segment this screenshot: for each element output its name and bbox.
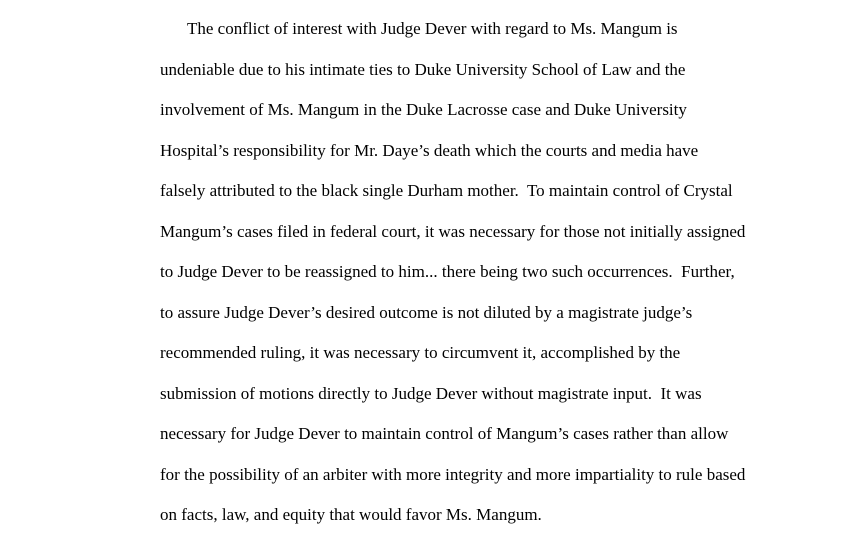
paragraph-line: on facts, law, and equity that would favor Ms. Mangum. [160, 505, 542, 524]
paragraph-line: involvement of Ms. Mangum in the Duke Lacrosse case and Duke University [160, 100, 687, 119]
paragraph-line: Hospital’s responsibility for Mr. Daye’s death which the courts and media have [160, 140, 699, 160]
body-paragraph [160, 16, 800, 543]
paragraph-line: to Judge Dever to be reassigned to him... there being two such occurrences. Further, [160, 262, 735, 281]
paragraph-line: submission of motions directly to Judge Dever without magistrate input. It was [160, 383, 702, 403]
paragraph-line: falsely attributed to the black single Durham mother. To maintain control of Crystal [160, 181, 733, 200]
paragraph-line: The conflict of interest with Judge Dever with regard to Ms. Mangum is [187, 19, 678, 38]
paragraph-line: to assure Judge Dever’s desired outcome is not diluted by a magistrate judge’s [160, 302, 693, 322]
paragraph-line: recommended ruling, it was necessary to circumvent it, accomplished by the [160, 343, 681, 362]
paragraph-line: undeniable due to his intimate ties to Duke University School of Law and the [160, 59, 686, 79]
paragraph-line: Mangum’s cases filed in federal court, it was necessary for those not initially assigned [160, 221, 746, 241]
paragraph-line: for the possibility of an arbiter with more integrity and more impartiality to rule based [160, 464, 746, 484]
paragraph-line: necessary for Judge Dever to maintain control of Mangum’s cases rather than allow [160, 424, 729, 443]
